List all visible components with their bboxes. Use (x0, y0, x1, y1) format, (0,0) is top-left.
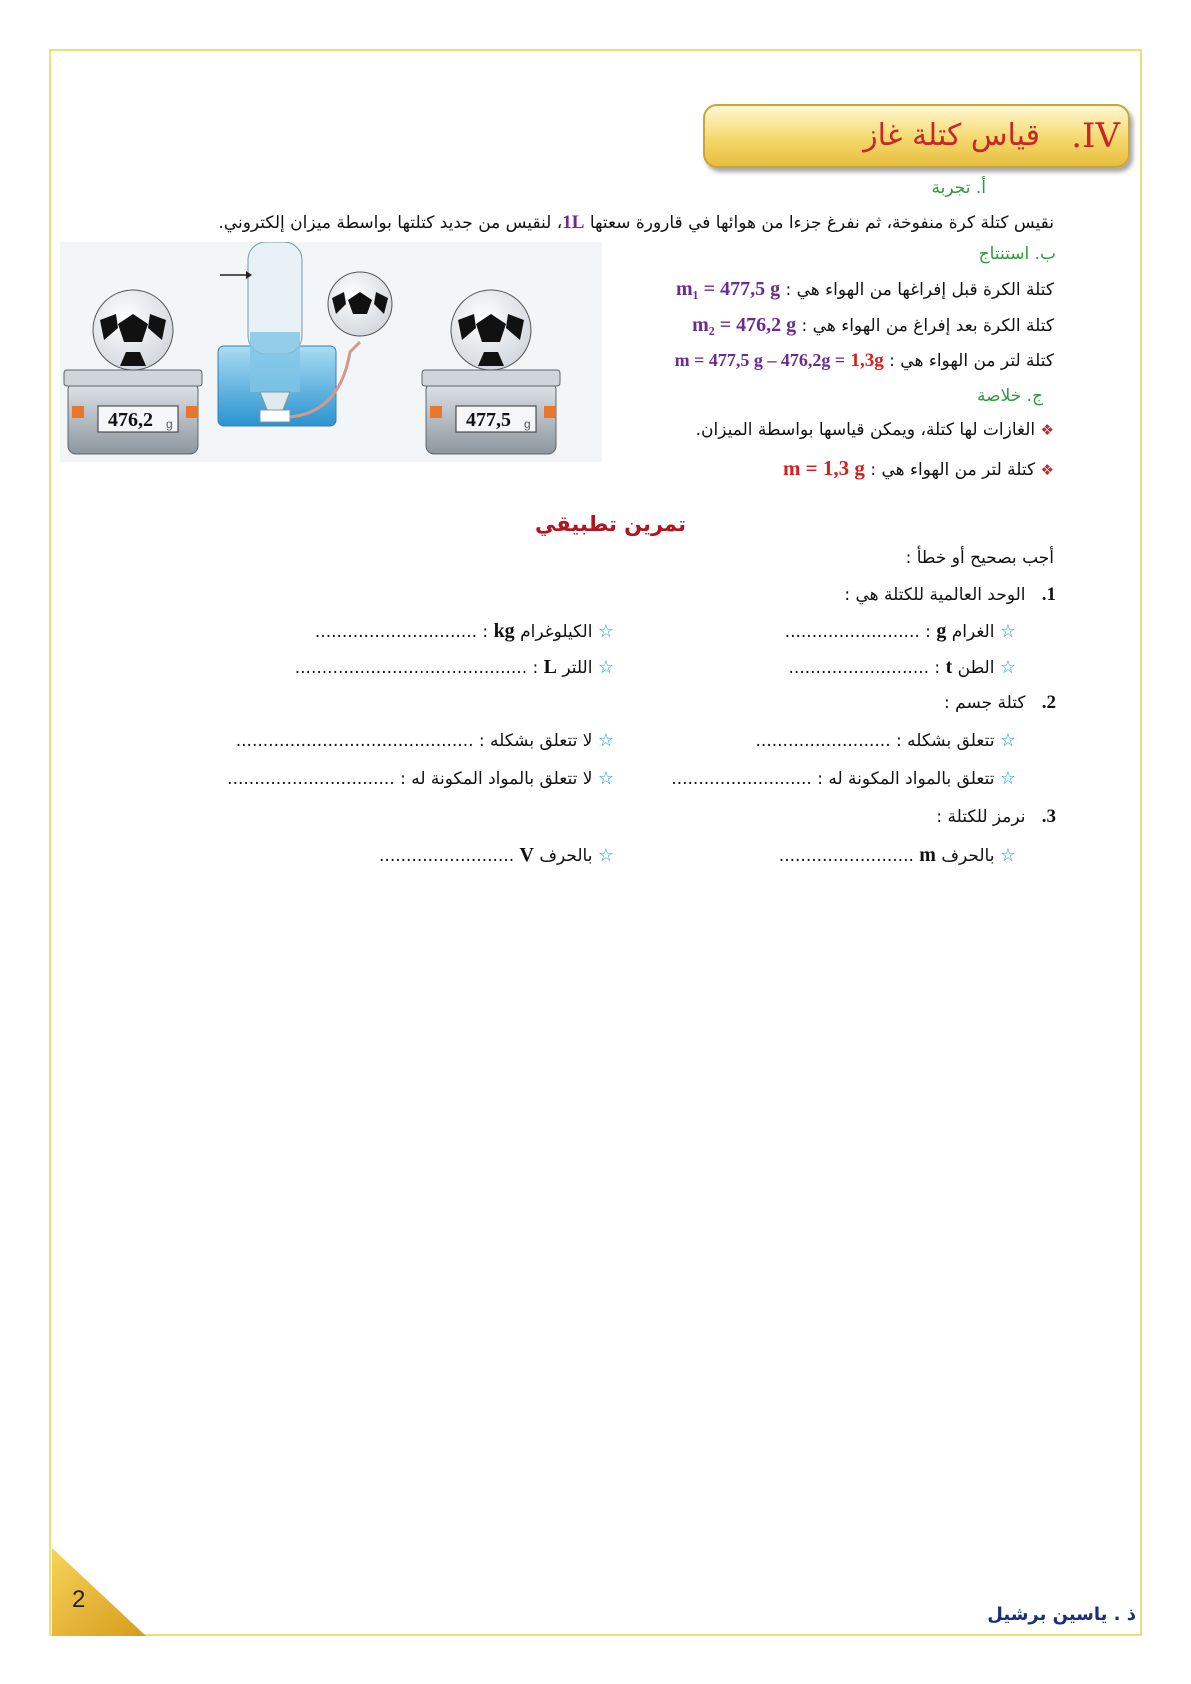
experiment-label: أ. تجربة (931, 178, 986, 198)
summary-label: ج. خلاصة (977, 386, 1043, 406)
page-number-badge (52, 1548, 148, 1636)
question-3: 3. نرمز للكتلة : (936, 806, 1056, 827)
q2-option-c: ☆ تتعلق بالمواد المكونة له : .......................... (671, 768, 1016, 789)
question-1: 1. الوحد العالمية للكتلة هي : (844, 584, 1056, 605)
q3-option-m: ☆ بالحرف m ......................... (778, 844, 1016, 866)
m1-value: m₁ = 477,5 g (676, 278, 781, 300)
m-formula: m = 477,5 g – 476,2g = (674, 350, 846, 370)
experiment-text-after: ، لنقيس من جديد كتلتها بواسطة ميزان إلكتروني. (218, 213, 563, 233)
m-result: 1,3g (850, 350, 884, 371)
conclusion-line-1: كتلة الكرة قبل إفراغها من الهواء هي : m₁ = 477,5 g (676, 278, 1054, 300)
star-icon: ☆ (999, 768, 1016, 789)
section-title: قياس كتلة غاز (863, 118, 1040, 153)
conclusion-line-3: كتلة لتر من الهواء هي : m = 477,5 g – 476,2g = 1,3g (674, 350, 1054, 371)
diamond-bullet-icon: ❖ (1040, 421, 1054, 439)
svg-text:g: g (166, 417, 173, 431)
star-icon: ☆ (999, 657, 1016, 678)
q2-option-a: ☆ تتعلق بشكله : ......................... (755, 730, 1016, 751)
q1-option-gram: ☆ الغرام g : ......................... (784, 620, 1016, 642)
page-number: 2 (72, 1586, 86, 1613)
exercise-instruction: أجب بصحيح أو خطأ : (905, 548, 1054, 568)
summary-mass-value: m = 1,3 g (782, 456, 865, 480)
conclusion-line-2: كتلة الكرة بعد إفراغ من الهواء هي : m₂ = 476,2 g (692, 314, 1054, 336)
star-icon: ☆ (597, 621, 614, 642)
q3-option-v: ☆ بالحرف V ......................... (379, 844, 614, 866)
experiment-figure (60, 242, 602, 462)
star-icon: ☆ (597, 768, 614, 789)
section-title-banner (703, 104, 1130, 168)
volume-value: 1L (562, 212, 585, 233)
exercise-title: تمرين تطبيقي (535, 512, 686, 536)
question-2: 2. كتلة جسم : (944, 692, 1056, 713)
q2-option-b: ☆ لا تتعلق بشكله : ............................................ (235, 730, 614, 751)
diamond-bullet-icon: ❖ (1040, 461, 1054, 479)
star-icon: ☆ (597, 845, 614, 866)
star-icon: ☆ (999, 845, 1016, 866)
experiment-text-before: نقيس كتلة كرة منفوخة، ثم نفرغ جزءا من هوائها في قارورة سعتها (589, 213, 1054, 233)
scale-left-reading: 476,2 (108, 409, 153, 431)
star-icon: ☆ (999, 621, 1016, 642)
conclusion-label: ب. استنتاج (978, 244, 1056, 264)
experiment-text (218, 212, 1054, 234)
q1-option-kilogram: ☆ الكيلوغرام kg : .............................. (314, 620, 614, 642)
q2-option-d: ☆ لا تتعلق بالمواد المكونة له : ............................... (227, 768, 614, 789)
star-icon: ☆ (999, 730, 1016, 751)
m2-value: m₂ = 476,2 g (692, 314, 797, 336)
summary-item-1: ❖ الغازات لها كتلة، ويمكن قياسها بواسطة الميزان. (695, 420, 1054, 440)
scale-right-reading: 477,5 (466, 409, 511, 431)
summary-item-2: ❖ كتلة لتر من الهواء هي : m = 1,3 g (782, 456, 1054, 480)
section-number: .IV (1071, 116, 1120, 156)
star-icon: ☆ (597, 657, 614, 678)
star-icon: ☆ (597, 730, 614, 751)
q1-option-liter: ☆ اللتر L : ........................................... (294, 656, 614, 678)
author-name: ذ . ياسين برشيل (987, 1604, 1136, 1625)
svg-text:g: g (524, 417, 531, 431)
q1-option-ton: ☆ الطن t : .......................... (788, 656, 1016, 678)
triangle-badge-icon (52, 1548, 148, 1636)
